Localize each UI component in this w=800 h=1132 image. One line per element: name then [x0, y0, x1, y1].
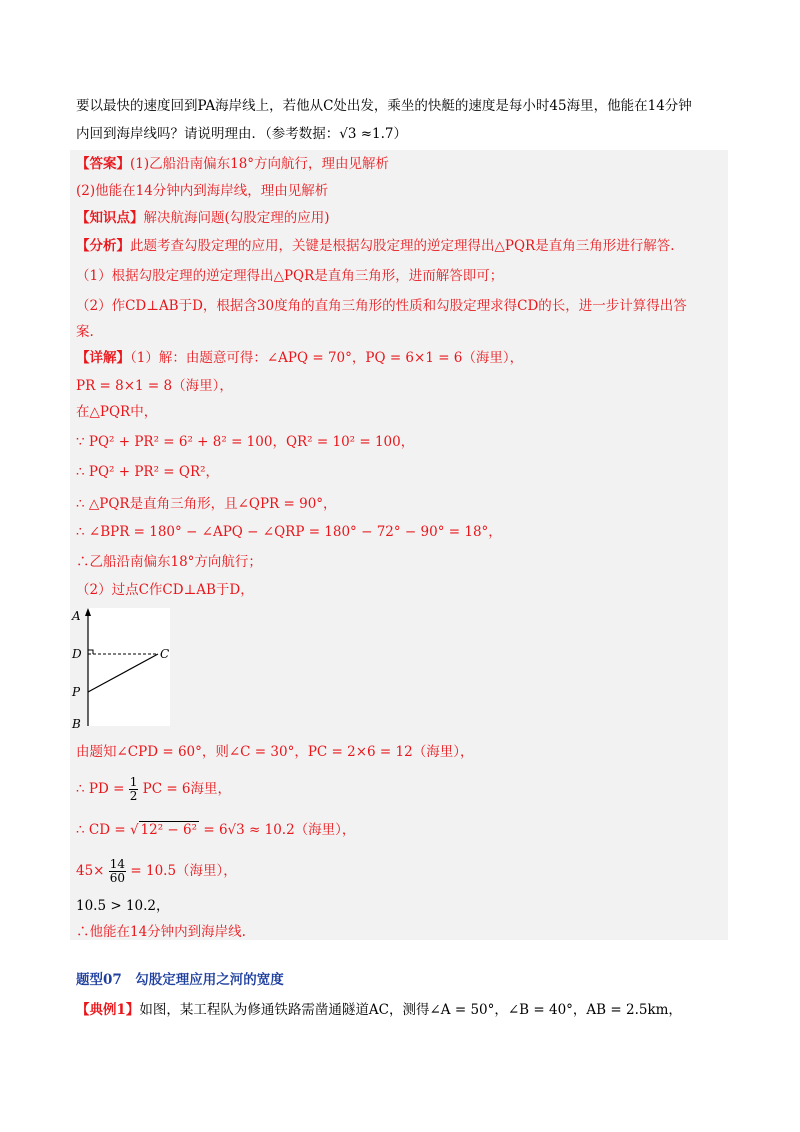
- fraction-numerator: 1: [129, 775, 138, 789]
- answer-label: 【答案】: [76, 156, 130, 172]
- detail-line-11: [76, 776, 231, 803]
- detail-line-15: ∴他能在14分钟内到海岸线.: [76, 924, 246, 940]
- analysis-line-4: 案.: [76, 324, 94, 340]
- fraction-14-60: [109, 858, 126, 885]
- fraction-numerator: 14: [109, 857, 126, 871]
- knowledge-text: 解决航海问题(勾股定理的应用): [143, 210, 330, 226]
- detail-text-1: （1）解：由题意可得：∠APQ = 70°，PQ = 6×1 = 6（海里），: [130, 350, 524, 366]
- pd-expression-end: PC = 6海里，: [142, 781, 232, 797]
- detail-line-2: PR = 8×1 = 8（海里），: [76, 378, 233, 394]
- sqrt-icon: √: [129, 822, 139, 838]
- detail-line-13: [76, 858, 237, 885]
- knowledge-line: [76, 208, 330, 228]
- knowledge-label: 【知识点】: [76, 210, 144, 226]
- figure-background: [88, 608, 170, 726]
- label-b: B: [72, 717, 81, 730]
- intro-line-2: 内回到海岸线吗？请说明理由．（参考数据：√3 ≈1.7）: [76, 126, 408, 142]
- cd-expression-end: = 6√3 ≈ 10.2（海里），: [203, 822, 356, 838]
- geometry-figure: [66, 606, 176, 730]
- detail-line-3: 在△PQR中，: [76, 404, 158, 420]
- detail-line-8: ∴乙船沿南偏东18°方向航行；: [76, 554, 262, 570]
- answer-text-1: (1)乙船沿南偏东18°方向航行，理由见解析: [130, 156, 390, 172]
- label-a: A: [72, 609, 81, 623]
- label-c: C: [160, 647, 170, 661]
- speed-expression-start: 45×: [76, 863, 105, 879]
- label-d: D: [72, 647, 82, 661]
- section-title: 题型07 勾股定理应用之河的宽度: [76, 972, 284, 988]
- detail-line-5: ∴ PQ² + PR² = QR²，: [76, 464, 220, 480]
- fraction-one-half: [129, 776, 139, 803]
- speed-expression-end: = 10.5（海里），: [130, 863, 237, 879]
- analysis-line-1: [76, 236, 675, 256]
- example-line: [76, 1000, 682, 1020]
- detail-label: 【详解】: [76, 350, 130, 366]
- detail-line-7: ∴ ∠BPR = 180° − ∠APQ − ∠QRP = 180° − 72° − 90° = 18°，: [76, 524, 502, 540]
- detail-line-9: （2）过点C作CD⊥AB于D，: [76, 582, 254, 598]
- cd-expression-start: ∴ CD =: [76, 822, 126, 838]
- detail-line-4: ∵ PQ² + PR² = 6² + 8² = 100，QR² = 10² = 100，: [76, 434, 415, 450]
- example-label: 【典例1】: [76, 1002, 140, 1018]
- pd-expression-start: ∴ PD =: [76, 781, 125, 797]
- fraction-denominator: 2: [129, 789, 138, 803]
- label-p: P: [72, 685, 81, 699]
- answer-line-2: (2)他能在14分钟内到海岸线，理由见解析: [76, 183, 329, 199]
- example-text: 如图，某工程队为修通铁路需凿通隧道AC，测得∠A = 50°，∠B = 40°，AB = 2.5km，: [139, 1002, 682, 1018]
- analysis-label: 【分析】: [76, 238, 130, 254]
- intro-line-1: 要以最快的速度回到PA海岸线上，若他从C处出发，乘坐的快艇的速度是每小时45海里，他能在14分钟: [76, 98, 692, 114]
- detail-line-12: [76, 820, 355, 840]
- fraction-denominator: 60: [109, 871, 126, 885]
- analysis-line-3: （2）作CD⊥AB于D，根据含30度角的直角三角形的性质和勾股定理求得CD的长，进一步计算得出答: [76, 298, 687, 314]
- analysis-text-1: 此题考查勾股定理的应用，关键是根据勾股定理的逆定理得出△PQR是直角三角形进行解答.: [130, 238, 675, 254]
- detail-line-10: 由题知∠CPD = 60°，则∠C = 30°，PC = 2×6 = 12（海里），: [76, 744, 474, 760]
- detail-line-14: 10.5 > 10.2，: [76, 898, 170, 914]
- detail-line-6: ∴ △PQR是直角三角形，且∠QPR = 90°，: [76, 496, 337, 512]
- answer-line-1: [76, 154, 389, 174]
- analysis-line-2: （1）根据勾股定理的逆定理得出△PQR是直角三角形，进而解答即可；: [76, 268, 504, 284]
- sqrt-radicand: 12² − 6²: [140, 822, 198, 838]
- detail-line-1: [76, 348, 523, 368]
